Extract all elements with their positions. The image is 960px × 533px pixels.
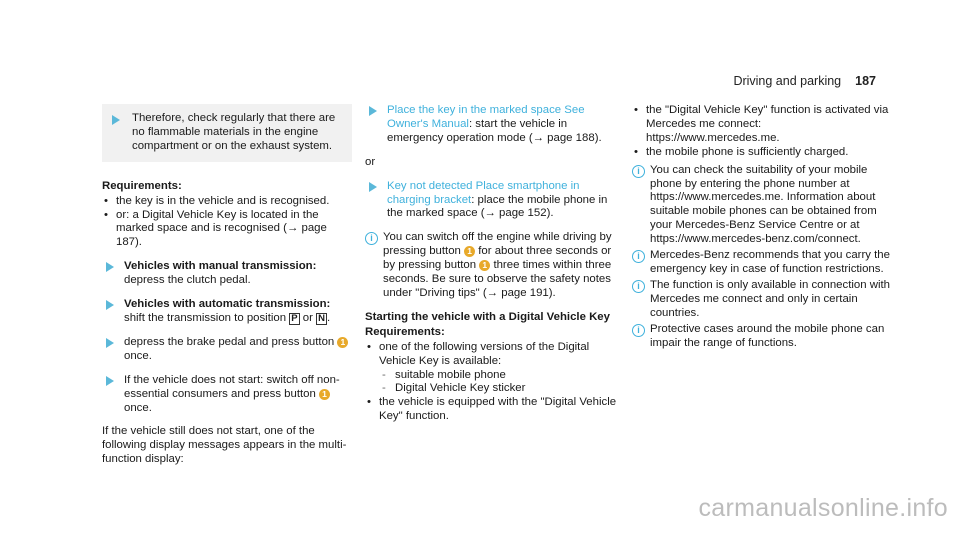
step-text: shift the transmission to position [124,311,287,324]
message-key-not-detected [365,180,623,222]
arrow-icon [106,262,114,272]
step-text: If the vehicle does not start: switch off non-essential consumers and press button [124,373,340,400]
info-note [632,323,890,351]
arrow-icon [369,106,377,116]
list-item: • the vehicle is equipped with the "Digital Vehicle Key" function. [365,396,623,424]
info-text: You can switch off the engine while driving by pressing button [383,231,612,258]
info-text: Protective cases around the mobile phone can impair the range of functions. [650,322,885,349]
or-text: or [302,311,313,324]
button-1-badge: 1 [337,337,348,348]
arrow-icon [106,338,114,348]
info-icon: i [632,324,645,337]
info-text: for about three seconds or by pressing button [383,245,612,272]
step-manual [102,260,352,288]
info-note [632,164,890,247]
list-item: • the key is in the vehicle and is recognised. [102,195,352,209]
arrow-icon [106,300,114,310]
section-title: Driving and parking [733,74,842,88]
info-note [632,279,890,321]
requirements-heading: Requirements: [102,179,182,192]
list-item: • one of the following versions of the Digital Vehicle Key is available: [365,341,623,369]
info-note [365,231,623,301]
step-text: depress the clutch pedal. [124,274,251,287]
list-item: • the mobile phone is sufficiently charged. [632,146,890,160]
list-item: • the "Digital Vehicle Key" function is activated via Mercedes me connect: https://www.mercedes.me. [632,104,890,146]
arrow-icon [112,115,120,125]
column-1 [102,104,352,477]
message-text: : place the mobile phone in the marked space (→ page 152). [387,193,608,220]
or-text: or [365,155,376,168]
tail-paragraph: If the vehicle still does not start, one of the following display messages appears in the multi-function display: [102,425,347,466]
info-text: Mercedes-Benz recommends that you carry the emergency key in case of function restrictions. [650,249,890,275]
requirements-list [365,341,623,424]
info-icon: i [632,165,645,178]
info-icon: i [365,232,378,245]
page-header [733,74,876,88]
warning-note [102,104,352,162]
step-no-start [102,374,352,416]
button-1-badge: 1 [479,260,490,271]
sub-list-item: - suitable mobile phone [365,369,623,383]
section-heading: Starting the vehicle with a Digital Vehicle Key [365,310,610,323]
column-2 [365,104,623,434]
arrow-icon [106,376,114,386]
button-1-badge: 1 [464,246,475,257]
message-place-key [365,104,623,146]
info-text: The function is only available in connection with Mercedes me connect and only in certain countries. [650,278,890,319]
info-icon: i [632,250,645,263]
step-text: depress the brake pedal and press button [124,335,335,348]
sub-list-item: - Digital Vehicle Key sticker [365,382,623,396]
display-message: Place the key in the marked space See Owner's Manual [387,104,585,130]
display-message: Key not detected Place smartphone in charging bracket [387,179,580,206]
requirements-list-continued [632,104,890,160]
note-text: Therefore, check regularly that there are no flammable materials in the engine compartment or on the exhaust system. [132,112,336,152]
info-note [632,249,890,277]
step-title: Vehicles with automatic transmission: [124,298,331,311]
requirements-list [102,195,352,251]
arrow-icon [369,182,377,192]
step-automatic: Vehicles with automatic transmission: shift the transmission to position P or N . [102,298,352,326]
message-text: : start the vehicle in emergency operation mode (→ page 188). [387,117,602,144]
step-text-end: once. [124,401,152,414]
step-title: Vehicles with manual transmission: [124,260,317,273]
watermark: carmanualsonline.info [698,494,948,522]
info-text: You can check the suitability of your mobile phone by entering the phone number at https://www.mercedes.me. Information about suitable mobile phones can be obtained from your Mercedes-Benz Service Centre or at https://www.mercedes-benz.com/connect. [650,163,877,246]
step-text-end: once. [124,349,152,362]
info-icon: i [632,280,645,293]
step-brake [102,336,352,364]
column-3 [632,104,890,352]
requirements-heading: Requirements: [365,325,445,338]
gear-n-icon: N [318,312,325,324]
page-number: 187 [855,74,876,88]
list-item: • or: a Digital Vehicle Key is located in the marked space and is recognised (→ page 187). [102,209,352,251]
button-1-badge: 1 [319,389,330,400]
info-text: three times within three seconds. Be sure to observe the safety notes under "Driving tips" (→ page 191). [383,259,612,299]
gear-p-icon: P [291,312,298,324]
